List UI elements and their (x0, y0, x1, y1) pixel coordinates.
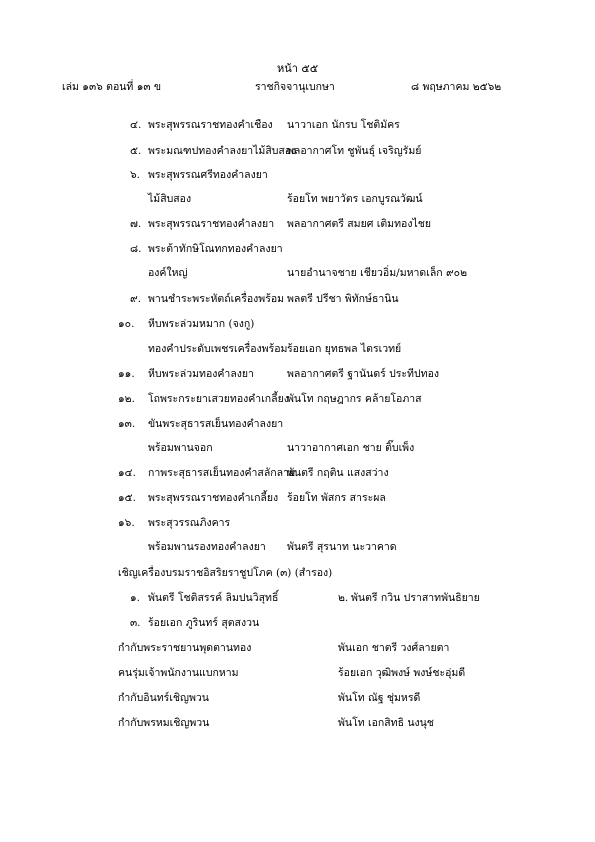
list-item (0, 417, 595, 431)
list-item (0, 317, 595, 331)
item-number: ๔. (130, 119, 142, 131)
reserve-row (0, 616, 595, 630)
official-row (0, 666, 595, 680)
gazette-name: ราชกิจจานุเบกษา (255, 81, 335, 93)
item-number: ๑๕. (118, 492, 136, 504)
official-role: คนรุ่มเจ้าพนักงานแบกหาม (118, 667, 239, 679)
item-number: ๘. (130, 243, 142, 255)
list-item (0, 491, 595, 505)
official-row (0, 641, 595, 655)
reserve-name: พันตรี กวิน ปราสาทพันธิยาย (351, 592, 480, 604)
official-role: กำกับพรหมเชิญพวน (118, 717, 210, 729)
list-item (0, 342, 595, 356)
reserve-number: ๑. (130, 592, 141, 604)
official-row (0, 716, 595, 730)
section-title: เชิญเครื่องบรมราชอิสริยราชูปโภค (๓) (สำรอง) (118, 567, 333, 579)
item-name: พระสุพรรณราชทองคำลงยา (148, 218, 275, 230)
reserve-name: ร้อยเอก ภูรินทร์ สุตสงวน (148, 617, 260, 629)
item-name: พร้อมพานจอก (148, 442, 213, 454)
item-name: พร้อมพานรองทองคำลงยา (148, 541, 266, 553)
item-person: พันตรี กฤติน แสงสว่าง (287, 467, 389, 479)
list-item (0, 466, 595, 480)
item-person: พลอากาศโท ชูพันธุ์ เจริญรัมย์ (287, 145, 422, 157)
item-number: ๑๔. (118, 467, 136, 479)
item-person: นาวาเอก นักรบ โชติมัคร (287, 119, 400, 131)
list-item (0, 118, 595, 132)
list-item (0, 441, 595, 455)
item-person: พลอากาศตรี ฐานันดร์ ประทีปทอง (287, 368, 439, 380)
reserve-number: ๓. (130, 617, 141, 629)
item-name: พระสุพรรณราชทองคำเชือง (148, 119, 273, 131)
publish-date: ๘ พฤษภาคม ๒๕๖๒ (411, 81, 502, 93)
list-item (0, 168, 595, 182)
item-number: ๖. (130, 169, 141, 181)
item-name: กาพระสุธารสเย็นทองคำสลักลาย (148, 467, 296, 479)
official-name: ร้อยเอก วุฒิพงษ์ พงษ์ชะอุ่มดี (338, 667, 466, 679)
item-number: ๑๐. (118, 318, 135, 330)
list-item (0, 242, 595, 256)
item-person: พันโท กฤษฎากร คล้ายโอภาส (287, 393, 422, 405)
item-number: ๑๓. (118, 418, 136, 430)
item-person: นาวาอากาศเอก ชาย ติ๊บเพ็ง (287, 442, 415, 454)
item-name: พระสุพรรณศรีทองคำลงยา (148, 169, 268, 181)
official-name: พันโท เอกสิทธิ นงนุช (338, 717, 434, 729)
item-number: ๗. (130, 218, 142, 230)
list-item (0, 144, 595, 158)
item-number: ๕. (130, 145, 142, 157)
page-number: หน้า ๕๕ (276, 62, 319, 75)
list-item (0, 540, 595, 554)
item-person: พลอากาศตรี สมยศ เติมทองไชย (287, 218, 432, 230)
item-name: พระสุวรรณภิงคาร (148, 517, 231, 529)
item-name: องค์ใหญ่ (148, 267, 188, 279)
list-item (0, 516, 595, 530)
list-item (0, 367, 595, 381)
item-person: พลตรี ปรีชา พิทักษ์ธานิน (287, 293, 399, 305)
reserve-row (0, 591, 595, 605)
volume-issue: เล่ม ๑๓๖ ตอนที่ ๑๓ ข (62, 81, 162, 93)
item-person: พันตรี สุรนาท นะวาคาด (287, 541, 397, 553)
official-name: พันเอก ชาตรี วงศ์ลายตา (338, 642, 450, 654)
section-heading (0, 566, 595, 580)
item-name: หีบพระล่วมหมาก (จงกู) (148, 318, 255, 330)
item-name: พานชำระพระหัตถ์เครื่องพร้อม (148, 293, 285, 305)
item-name: พระมณฑปทองคำลงยาไม้สิบสอง (148, 145, 297, 157)
list-item (0, 392, 595, 406)
item-person: ร้อยโท พัสกร สาระผล (287, 492, 386, 504)
official-name: พันโท ณัฐ ชุ่มหรดี (338, 692, 421, 704)
item-name: ไม้สิบสอง (148, 193, 192, 205)
official-role: กำกับพระราชยานพุดตานทอง (118, 642, 252, 654)
item-number: ๑๑. (118, 368, 135, 380)
official-role: กำกับอินทร์เชิญพวน (118, 692, 209, 704)
list-item (0, 292, 595, 306)
list-item (0, 217, 595, 231)
item-name: พระสุพรรณราชทองคำเกลี้ยง (148, 492, 279, 504)
item-name: พระต้าทักษิโณทกทองคำลงยา (148, 243, 283, 255)
item-number: ๑๒. (118, 393, 135, 405)
item-person: ร้อยโท พยาวัตร เอกบูรณวัฒน์ (287, 193, 423, 205)
official-row (0, 691, 595, 705)
reserve-number: ๒. (338, 592, 349, 604)
list-item (0, 192, 595, 206)
item-number: ๙. (130, 293, 142, 305)
item-person: ร้อยเอก ยุทธพล ไตรเวทย์ (287, 343, 402, 355)
item-name: หีบพระล่วมทองคำลงยา (148, 368, 254, 380)
reserve-name: พันตรี โชติสรรค์ ลิมปนวิสุทธิ์ (148, 592, 279, 604)
item-person: นายอำนาจชาย เชียวอิ่ม/มหาดเล็ก ๙๐๒ (287, 267, 467, 279)
list-item (0, 266, 595, 280)
item-number: ๑๖. (118, 517, 135, 529)
item-name: ทองคำประดับเพชรเครื่องพร้อม (148, 343, 288, 355)
item-name: โถพระกระยาเสวยทองคำเกลี้ยง (148, 393, 289, 405)
item-name: ขันพระสุธารสเย็นทองคำลงยา (148, 418, 284, 430)
